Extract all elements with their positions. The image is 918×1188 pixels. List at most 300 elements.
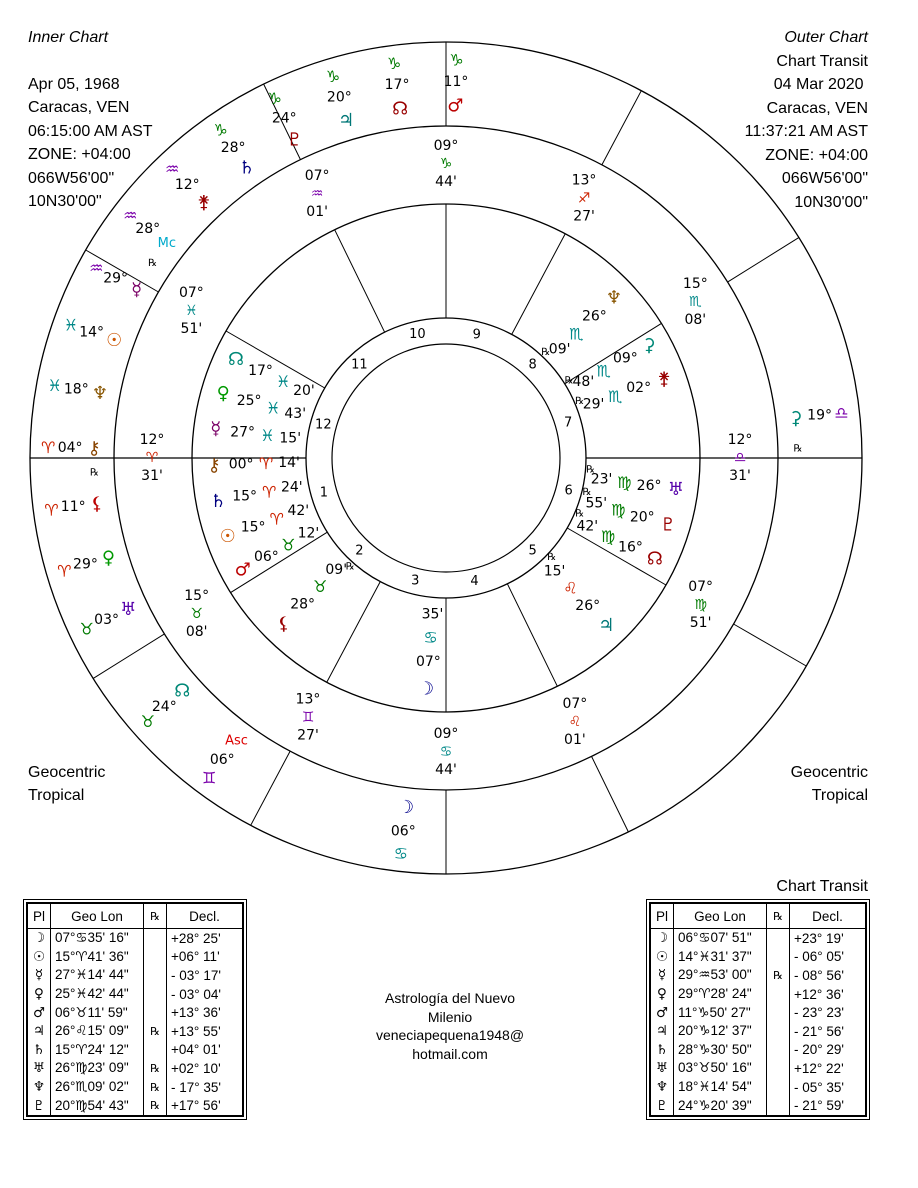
cusp-minutes: 01' — [564, 732, 586, 749]
retrograde-cell — [767, 948, 790, 967]
venus-sign-glyph: ♈ — [57, 561, 72, 581]
juno-glyph: ⚵ — [657, 368, 671, 390]
neptune-degree: 18° — [63, 381, 89, 398]
moon-degree: 07° — [415, 654, 441, 671]
declination-cell: +17° 56' — [167, 1096, 244, 1116]
cusp-sign-glyph: ♌ — [568, 714, 582, 731]
zodiac-system-label: Geocentric — [28, 764, 106, 781]
house-number: 2 — [355, 543, 364, 559]
ceres-degree: 19° — [807, 407, 833, 424]
inner-chart-longitude: 066W56'00" — [28, 169, 115, 187]
jupiter-minutes: 15' — [543, 563, 566, 580]
sun-degree: 14° — [79, 324, 105, 341]
retrograde-cell — [767, 1096, 790, 1116]
moon-sign-glyph: ♋ — [393, 843, 408, 863]
inner-positions-table — [26, 902, 244, 1117]
geo-lon-cell: 15°♈41' 36" — [51, 948, 144, 967]
planet-glyph-cell: ♆ — [32, 1079, 46, 1096]
house-cusp-line — [327, 582, 381, 683]
saturn-sign-glyph: ♑ — [213, 120, 228, 140]
mars-degree: 11° — [443, 74, 469, 91]
node-glyph: ☊ — [174, 680, 191, 702]
retrograde-cell — [144, 1003, 167, 1022]
planet-glyph-cell: ♆ — [655, 1079, 669, 1096]
mercury-degree: 29° — [103, 270, 129, 287]
cusp-sign-glyph: ♍ — [694, 597, 707, 613]
mars-minutes: 12' — [297, 525, 320, 542]
geo-lon-cell: 26°♏09' 02" — [51, 1078, 144, 1097]
cusp-sign-glyph: ♋ — [439, 744, 453, 760]
retrograde-cell: ℞ — [767, 966, 790, 985]
uranus-degree: 26° — [636, 477, 662, 494]
node-minutes: 20' — [293, 383, 315, 400]
planet-glyph-cell: ☽ — [655, 930, 669, 947]
inner-chart-title: Inner Chart — [28, 29, 109, 46]
geo-lon-cell: 07°♋35' 16" — [51, 929, 144, 948]
juno-sign-glyph: ♒ — [164, 159, 180, 179]
col-planet: Pl — [27, 903, 51, 929]
cusp-sign-glyph: ♓ — [185, 303, 198, 319]
declination-cell: - 20° 29' — [790, 1041, 867, 1060]
juno-minutes: 29' — [582, 396, 605, 413]
retrograde-cell — [767, 1078, 790, 1097]
venus-node-sign-glyph: ♑ — [387, 53, 402, 73]
asc-degree: 06° — [209, 752, 235, 769]
asc-sign-glyph: ♊ — [201, 768, 217, 788]
planet-glyph-cell: ♃ — [655, 1023, 669, 1040]
saturn-glyph: ♄ — [210, 491, 227, 513]
inner-chart-zone: ZONE: +04:00 — [28, 146, 131, 163]
pluto-degree: 20° — [629, 509, 655, 526]
moon-sign-glyph: ♋ — [423, 627, 438, 647]
retrograde-cell — [144, 1041, 167, 1060]
table-row — [650, 985, 866, 1004]
node-sign-glyph: ♉ — [140, 712, 155, 732]
lilith-retrograde-mark: ℞ — [89, 467, 99, 479]
chiron-sign-glyph: ♈ — [258, 454, 274, 474]
outer-chart-subtitle: Chart Transit — [776, 52, 868, 70]
saturn-minutes: 24' — [280, 479, 303, 496]
table-row — [27, 1041, 243, 1060]
table-row — [650, 1078, 866, 1097]
uranus-sign-glyph: ♍ — [617, 472, 632, 492]
cusp-degree: 12° — [727, 432, 753, 448]
lilith-degree: 28° — [290, 596, 316, 613]
planet-glyph-cell: ♃ — [32, 1023, 46, 1040]
mercury-glyph: ☿ — [210, 418, 222, 440]
col-planet: Pl — [650, 903, 674, 929]
declination-cell: - 03° 04' — [167, 985, 244, 1004]
mars-sign-glyph: ♉ — [281, 535, 296, 555]
saturn-degree: 15° — [232, 488, 258, 505]
moon-degree: 06° — [390, 823, 416, 840]
declination-cell: - 06° 05' — [790, 948, 867, 967]
neptune-degree: 26° — [581, 308, 607, 325]
outer-cusp-line — [602, 91, 641, 165]
mercury-glyph: ☿ — [131, 279, 143, 301]
col-declination: Decl. — [167, 903, 244, 929]
house-number: 9 — [472, 327, 481, 343]
venus-node-retrograde-mark: ℞ — [575, 508, 585, 520]
table-row — [27, 1078, 243, 1097]
geo-lon-cell: 24°♑20' 39" — [674, 1096, 767, 1116]
cusp-sign-glyph: ♑ — [439, 156, 453, 172]
venus-degree: 25° — [236, 392, 262, 409]
declination-cell: +13° 55' — [167, 1022, 244, 1041]
house-number: 6 — [564, 483, 573, 499]
planet-glyph-cell: ♄ — [655, 1041, 669, 1058]
declination-cell: +06° 11' — [167, 948, 244, 967]
cusp-minutes: 08' — [185, 623, 208, 640]
mc-degree: 28° — [135, 221, 161, 238]
planet-glyph-cell: ♄ — [32, 1041, 46, 1058]
cusp-degree: 13° — [571, 172, 597, 189]
inner-chart-date: Apr 05, 1968 — [28, 75, 120, 93]
sun-glyph: ☉ — [106, 329, 123, 351]
moon-glyph: ☽ — [397, 797, 415, 819]
geo-lon-cell: 25°♓42' 44" — [51, 985, 144, 1004]
chiron-sign-glyph: ♈ — [40, 437, 56, 457]
retrograde-cell — [767, 929, 790, 948]
ring-circle — [332, 344, 560, 572]
geo-lon-cell: 06°♋07' 51" — [674, 929, 767, 948]
mercury-degree: 27° — [230, 424, 256, 441]
asc-glyph: Asc — [225, 733, 248, 749]
mars-glyph: ♂ — [234, 559, 251, 581]
credit-email: hotmail.com — [412, 1045, 488, 1062]
retrograde-cell: ℞ — [144, 1078, 167, 1097]
retrograde-cell — [767, 1003, 790, 1022]
jupiter-glyph: ♃ — [338, 109, 355, 131]
planet-glyph-cell: ☉ — [32, 948, 46, 965]
table-row — [650, 1041, 866, 1060]
cusp-degree: 12° — [139, 432, 165, 448]
cusp-minutes: 08' — [684, 312, 707, 329]
lilith-glyph: ⚸ — [277, 613, 291, 635]
geo-lon-cell: 15°♈24' 12" — [51, 1041, 144, 1060]
mars-glyph: ♂ — [447, 95, 464, 117]
declination-cell: +28° 25' — [167, 929, 244, 948]
col-retrograde: ℞ — [767, 903, 790, 929]
table-row — [650, 948, 866, 967]
ceres-glyph: ⚳ — [642, 335, 656, 357]
jupiter-degree: 26° — [575, 598, 601, 615]
outer-table-title: Chart Transit — [776, 878, 868, 895]
cusp-minutes: 51' — [180, 321, 203, 337]
outer-cusp-line — [251, 751, 290, 825]
zodiac-system-label: Geocentric — [790, 764, 868, 781]
juno-retrograde-mark: ℞ — [575, 395, 584, 407]
table-header-row — [650, 903, 866, 929]
outer-chart-date: 04 Mar 2020 — [773, 76, 868, 93]
cusp-minutes: 31' — [141, 468, 163, 484]
house-numbers — [315, 327, 573, 589]
cusp-minutes: 51' — [689, 615, 712, 631]
cusp-sign-glyph: ♏ — [689, 294, 702, 311]
mc-glyph: Mc — [157, 236, 177, 252]
geo-lon-cell: 28°♑30' 50" — [674, 1041, 767, 1060]
planet-glyph-cell: ☽ — [32, 930, 46, 947]
declination-cell: +12° 22' — [790, 1059, 867, 1078]
saturn-sign-glyph: ♈ — [262, 482, 277, 502]
col-declination: Decl. — [790, 903, 867, 929]
table-row — [27, 1022, 243, 1041]
juno-sign-glyph: ♏ — [608, 387, 623, 407]
credit-email: veneciapequena1948@ — [375, 1027, 525, 1043]
neptune-glyph: ♆ — [605, 287, 622, 309]
retrograde-cell — [144, 948, 167, 967]
geo-lon-cell: 27°♓14' 44" — [51, 966, 144, 985]
venus-node-glyph: ☊ — [646, 548, 663, 570]
table-row — [27, 1059, 243, 1078]
inner-chart-time: 06:15:00 AM AST — [28, 122, 153, 140]
node-sign-glyph: ♓ — [275, 371, 291, 391]
mercury-sign-glyph: ♓ — [260, 425, 275, 445]
geo-lon-cell: 26°♌15' 09" — [51, 1022, 144, 1041]
geo-lon-cell: 26°♍23' 09" — [51, 1059, 144, 1078]
credit-line: Milenio — [427, 1008, 473, 1025]
col-geo-lon: Geo Lon — [674, 903, 767, 929]
uranus-retrograde-mark: ℞ — [586, 464, 595, 476]
jupiter-sign-glyph: ♌ — [563, 578, 578, 598]
lilith-sign-glyph: ♉ — [312, 577, 328, 597]
planet-glyph-cell: ♅ — [32, 1060, 46, 1077]
uranus-glyph: ♅ — [120, 598, 137, 620]
neptune-minutes: 09' — [548, 341, 571, 358]
declination-cell: - 17° 35' — [167, 1078, 244, 1097]
juno-glyph: ⚵ — [197, 192, 211, 214]
node-degree: 24° — [151, 699, 177, 716]
inner-chart-latitude: 10N30'00" — [28, 193, 102, 210]
geo-lon-cell: 18°♓14' 54" — [674, 1078, 767, 1097]
inner-chart-place: Caracas, VEN — [28, 99, 130, 116]
declination-cell: - 21° 59' — [790, 1096, 867, 1116]
lilith-degree: 11° — [60, 498, 86, 515]
pluto-retrograde-mark: ℞ — [582, 487, 592, 499]
sun-degree: 15° — [240, 519, 266, 536]
pluto-glyph: ♇ — [660, 514, 677, 536]
uranus-degree: 03° — [94, 611, 119, 628]
uranus-glyph: ♅ — [667, 479, 684, 501]
geo-lon-cell: 14°♓31' 37" — [674, 948, 767, 967]
geo-lon-cell: 11°♑50' 27" — [674, 1003, 767, 1022]
outer-chart-place: Caracas, VEN — [766, 99, 868, 117]
table-row — [650, 966, 866, 985]
outer-chart-time: 11:37:21 AM AST — [744, 123, 868, 140]
cusp-minutes: 27' — [573, 208, 595, 225]
mars-degree: 06° — [253, 548, 279, 565]
mercury-sign-glyph: ♒ — [89, 258, 104, 278]
ceres-degree: 09° — [612, 350, 638, 367]
lilith-minutes: 09' — [325, 562, 348, 579]
table-row — [27, 1003, 243, 1022]
outer-positions-table — [649, 902, 867, 1117]
uranus-minutes: 23' — [590, 471, 613, 488]
venus-node-minutes: 42' — [576, 518, 599, 535]
table-row — [27, 966, 243, 985]
declination-cell: - 05° 35' — [790, 1078, 867, 1097]
cusp-degree: 09° — [433, 726, 459, 742]
moon-glyph: ☽ — [417, 678, 435, 700]
cusp-minutes: 31' — [729, 468, 751, 484]
house-number: 11 — [351, 357, 368, 373]
cusp-degree: 09° — [433, 138, 459, 154]
saturn-glyph: ♄ — [238, 157, 255, 179]
planet-glyph-cell: ☉ — [655, 948, 669, 965]
geo-lon-cell: 20°♑12' 37" — [674, 1022, 767, 1041]
lilith-glyph: ⚸ — [90, 493, 104, 515]
cusp-minutes: 27' — [297, 727, 319, 744]
col-retrograde: ℞ — [144, 903, 167, 929]
neptune-sign-glyph: ♓ — [47, 375, 62, 395]
cusp-minutes: 44' — [435, 762, 457, 778]
house-number: 12 — [315, 417, 332, 433]
neptune-glyph: ♆ — [91, 383, 108, 405]
house-number: 4 — [470, 574, 479, 590]
cusp-degree: 07° — [562, 696, 588, 713]
saturn-degree: 28° — [220, 140, 246, 157]
declination-cell: - 21° 56' — [790, 1022, 867, 1041]
house-cusp-line — [335, 230, 385, 332]
table-row — [27, 948, 243, 967]
geo-lon-cell: 29°♒53' 00" — [674, 966, 767, 985]
planet-glyph-cell: ♇ — [32, 1097, 46, 1114]
planet-glyph-cell: ♀ — [657, 986, 667, 1003]
mars-sign-glyph: ♑ — [449, 50, 464, 70]
table-row — [27, 929, 243, 948]
cusp-minutes: 01' — [306, 203, 328, 220]
lilith-retrograde-mark: ℞ — [345, 561, 355, 573]
cusp-degree: 07° — [688, 579, 714, 595]
planet-glyph-cell: ♂ — [32, 1004, 46, 1021]
planet-glyph-cell: ☿ — [34, 967, 44, 984]
outer-chart-zone: ZONE: +04:00 — [765, 146, 868, 164]
table-row — [650, 1059, 866, 1078]
house-number: 8 — [528, 357, 537, 373]
uranus-sign-glyph: ♉ — [79, 619, 94, 639]
ceres-retrograde-mark: ℞ — [564, 375, 574, 387]
venus-minutes: 43' — [284, 406, 307, 423]
jupiter-retrograde-mark: ℞ — [547, 551, 557, 563]
ring-circle — [306, 318, 586, 598]
declination-cell: +23° 19' — [790, 929, 867, 948]
planet-glyph-cell: ♇ — [655, 1097, 669, 1114]
table-row — [27, 1096, 243, 1116]
chiron-glyph: ⚷ — [87, 438, 101, 460]
house-number: 3 — [411, 573, 420, 589]
zodiac-type-label: Tropical — [811, 787, 868, 804]
table-row — [650, 1096, 866, 1116]
declination-cell: +04° 01' — [167, 1041, 244, 1060]
ceres-minutes: 48' — [572, 373, 595, 390]
jupiter-glyph: ♃ — [598, 615, 615, 637]
venus-node-sign-glyph: ♍ — [600, 526, 616, 546]
table-row — [650, 1003, 866, 1022]
geo-lon-cell: 29°♈28' 24" — [674, 985, 767, 1004]
lilith-sign-glyph: ♈ — [44, 500, 59, 520]
house-number: 7 — [563, 415, 573, 431]
mercury-retrograde-mark: ℞ — [148, 258, 158, 270]
declination-cell: - 23° 23' — [790, 1003, 867, 1022]
geo-lon-cell: 03°♉50' 16" — [674, 1059, 767, 1078]
sun-sign-glyph: ♈ — [269, 509, 284, 529]
pluto-glyph: ♇ — [286, 129, 303, 151]
retrograde-cell — [767, 1022, 790, 1041]
planet-glyph-cell: ♂ — [655, 1004, 669, 1021]
node-glyph: ☊ — [228, 348, 245, 370]
chiron-minutes: 14' — [278, 454, 300, 471]
cusp-minutes: 44' — [435, 174, 457, 190]
sun-sign-glyph: ♓ — [63, 315, 79, 335]
cusp-sign-glyph: ♉ — [190, 605, 203, 622]
node-degree: 17° — [248, 362, 273, 379]
sun-minutes: 42' — [287, 503, 310, 520]
col-geo-lon: Geo Lon — [51, 903, 144, 929]
cusp-sign-glyph: ♐ — [577, 190, 591, 207]
ceres-sign-glyph: ♏ — [596, 361, 611, 381]
declination-cell: - 03° 17' — [167, 966, 244, 985]
cusp-degree: 07° — [178, 285, 204, 301]
planet-glyph-cell: ♅ — [655, 1060, 669, 1077]
planet-glyph-cell: ☿ — [657, 967, 667, 984]
cusp-sign-glyph: ♊ — [301, 709, 315, 726]
house-cusp-line — [507, 584, 557, 686]
retrograde-cell — [767, 1059, 790, 1078]
cusp-degree: 07° — [304, 167, 330, 184]
outer-cusp-line — [93, 634, 164, 679]
moon-minutes: 35' — [421, 606, 444, 623]
neptune-retrograde-mark: ℞ — [541, 347, 551, 359]
pluto-sign-glyph: ♑ — [267, 89, 282, 109]
cusp-degree: 15° — [184, 587, 210, 604]
cusp-degree: 13° — [295, 691, 321, 708]
house-number: 10 — [409, 326, 426, 342]
sun-glyph: ☉ — [219, 526, 236, 548]
credit-block — [350, 989, 550, 1063]
outer-chart-longitude: 066W56'00" — [781, 170, 868, 187]
planet-glyph-cell: ♀ — [34, 986, 44, 1003]
table-row — [27, 985, 243, 1004]
outer-chart-latitude: 10N30'00" — [794, 193, 868, 211]
venus-glyph: ♀ — [101, 547, 116, 569]
venus-sign-glyph: ♓ — [265, 398, 281, 418]
cusp-sign-glyph: ♎ — [733, 450, 747, 466]
table-row — [650, 929, 866, 948]
declination-cell: - 08° 56' — [790, 966, 867, 985]
retrograde-cell — [767, 985, 790, 1004]
outer-cusp-line — [728, 238, 799, 283]
credit-line: Astrología del Nuevo — [385, 990, 515, 1006]
pluto-sign-glyph: ♍ — [611, 500, 626, 520]
jupiter-sign-glyph: ♑ — [325, 66, 341, 86]
ceres-glyph: ⚳ — [789, 407, 803, 429]
retrograde-cell — [144, 929, 167, 948]
house-number: 1 — [319, 485, 329, 501]
mc-sign-glyph: ♒ — [123, 206, 138, 226]
ceres-retrograde-mark: ℞ — [793, 443, 803, 455]
venus-node-degree: 16° — [618, 539, 643, 556]
house-number: 5 — [528, 543, 537, 559]
neptune-sign-glyph: ♏ — [569, 324, 584, 344]
retrograde-cell — [144, 966, 167, 985]
venus-node-glyph: ☊ — [392, 98, 409, 120]
chiron-degree: 04° — [57, 440, 83, 457]
outer-cusp-line — [592, 756, 629, 831]
chiron-glyph: ⚷ — [207, 454, 221, 476]
declination-cell: +02° 10' — [167, 1059, 244, 1078]
table-header-row — [27, 903, 243, 929]
geo-lon-cell: 20°♍54' 43" — [51, 1096, 144, 1116]
